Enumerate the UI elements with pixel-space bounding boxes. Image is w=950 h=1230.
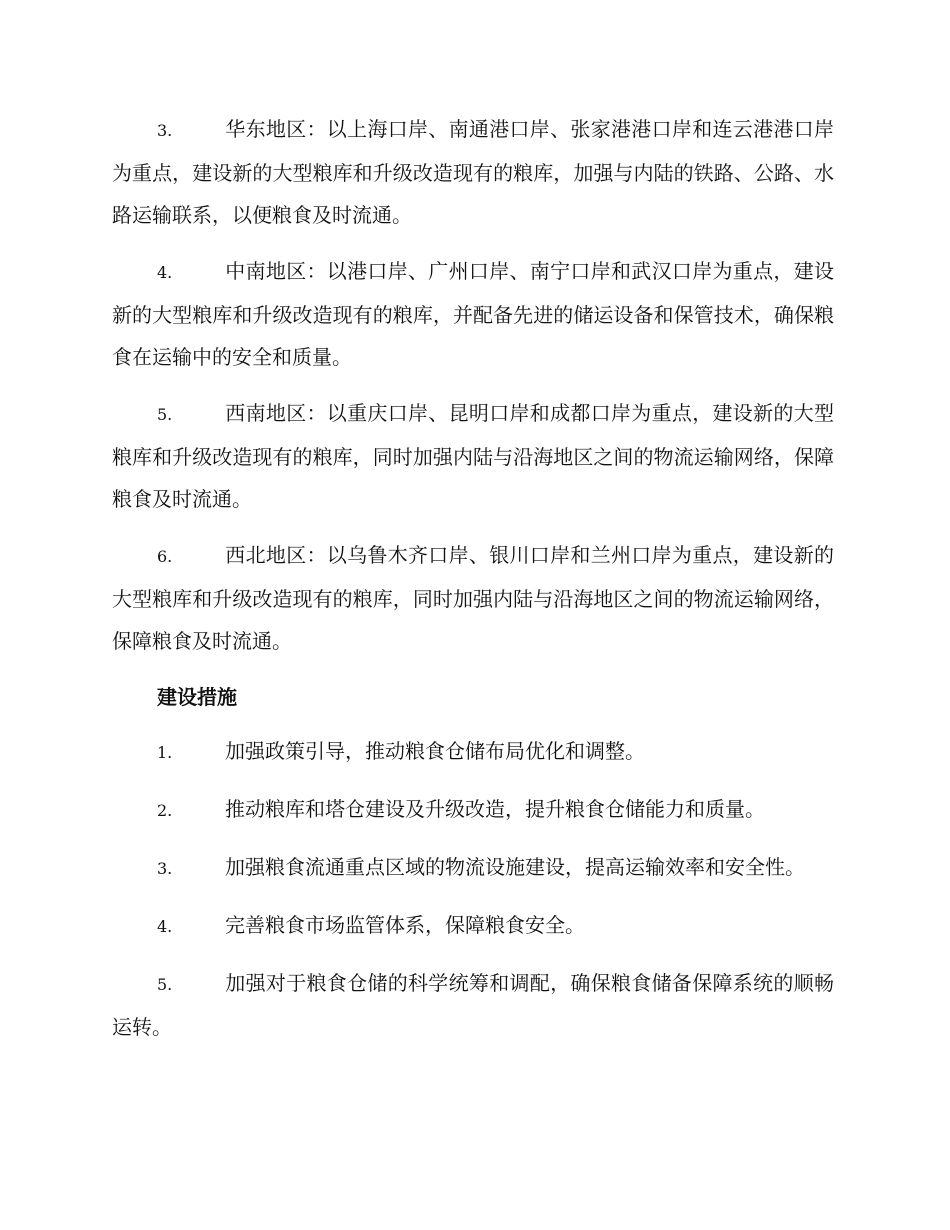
list-text: 加强政策引导，推动粮食仓储布局优化和调整。 <box>225 739 645 763</box>
list-text: 中南地区：以港口岸、广州口岸、南宁口岸和武汉口岸为重点，建设新的大型粮库和升级改造现有的粮库，并配备先进的储运设备和保管技术，确保粮食在运输中的安全和质量。 <box>112 259 834 369</box>
section-heading: 建设措施 <box>157 685 237 709</box>
list-text: 加强粮食流通重点区域的物流设施建设，提高运输效率和安全性。 <box>225 855 805 879</box>
list-text: 推动粮库和塔仓建设及升级改造，提升粮食仓储能力和质量。 <box>225 797 765 821</box>
measure-item <box>112 962 834 1048</box>
measure-item <box>112 846 834 890</box>
list-number: 5. <box>157 405 173 424</box>
list-number: 4. <box>157 263 173 282</box>
list-number: 4. <box>157 917 173 936</box>
measure-item <box>112 730 834 774</box>
list-number: 1. <box>157 743 173 762</box>
measure-item <box>112 788 834 832</box>
list-number: 3. <box>157 121 173 140</box>
list-number: 5. <box>157 975 173 994</box>
document-page <box>112 108 834 1062</box>
region-item <box>112 392 834 520</box>
region-item <box>112 250 834 378</box>
region-item <box>112 108 834 236</box>
measure-item <box>112 904 834 948</box>
list-number: 3. <box>157 859 173 878</box>
list-text: 完善粮食市场监管体系，保障粮食安全。 <box>225 913 585 937</box>
list-text: 加强对于粮食仓储的科学统筹和调配，确保粮食储备保障系统的顺畅运转。 <box>112 971 834 1039</box>
list-text: 西南地区：以重庆口岸、昆明口岸和成都口岸为重点，建设新的大型粮库和升级改造现有的粮库，同时加强内陆与沿海地区之间的物流运输网络，保障粮食及时流通。 <box>112 401 834 511</box>
list-number: 6. <box>157 547 173 566</box>
list-text: 华东地区：以上海口岸、南通港口岸、张家港港口岸和连云港港口岸为重点，建设新的大型粮库和升级改造现有的粮库，加强与内陆的铁路、公路、水路运输联系，以便粮食及时流通。 <box>112 117 834 227</box>
list-number: 2. <box>157 801 173 820</box>
region-item <box>112 534 834 662</box>
list-text: 西北地区：以乌鲁木齐口岸、银川口岸和兰州口岸为重点，建设新的大型粮库和升级改造现有的粮库，同时加强内陆与沿海地区之间的物流运输网络，保障粮食及时流通。 <box>112 543 834 653</box>
